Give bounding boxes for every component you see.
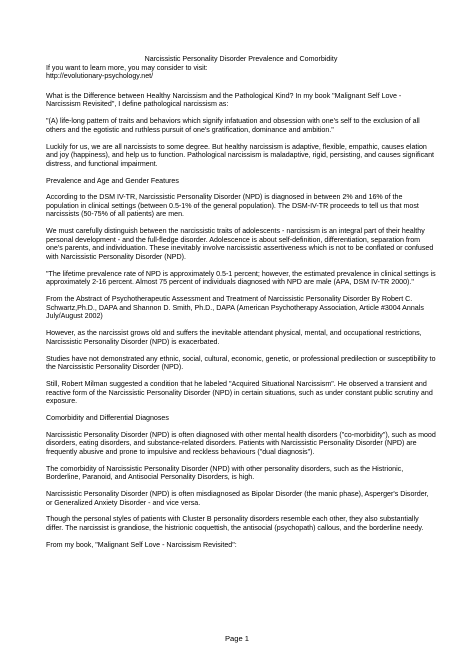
- paragraph-acquired-situational: Still, Robert Milman suggested a condition that he labeled "Acquired Situational Narcissism". He observed a transient and reactive form of the Narcissistic Personality Disorder (NPD) in certain situations, such as under constant public scrutiny and exposure.: [46, 379, 433, 406]
- intro-block: [46, 64, 436, 81]
- paragraph-lifetime-prevalence: "The lifetime prevalence rate of NPD is approximately 0.5-1 percent; however, the estimated prevalence in clinical settings is approximately 2-16 percent. Almost 75 percent of individuals diagnosed with NPD are male (APA, DSM IV-TR 2000).": [46, 269, 436, 287]
- website-url: http://evolutionary-psychology.net/: [46, 72, 154, 81]
- paragraph-cluster-b: Though the personal styles of patients with Cluster B personality disorders resemble each other, they also substantially differ. The narcissist is grandiose, the histrionic coquettish, the antisocial (psychopath) callous, and the borderline needy.: [46, 515, 424, 532]
- paragraph-book-reference: From my book, "Malignant Self Love - Narcissism Revisited":: [46, 540, 237, 549]
- paragraph-misdiagnosis: Narcissistic Personality Disorder (NPD) is often misdiagnosed as Bipolar Disorder (the manic phase), Asperger's Disorder, or Generalized Anxiety Disorder - and vice versa.: [46, 490, 429, 507]
- paragraph-abstract-citation: From the Abstract of Psychotherapeutic Assessment and Treatment of Narcissistic Personality Disorder By Robert C. Schwartz,Ph.D., DAPA and Shannon D. Smith, Ph.D., DAPA (American Psychotherapy Association, Article #3004 Annals July/August 2002): [46, 295, 424, 321]
- paragraph-healthy-narcissism: Luckily for us, we are all narcissists to some degree. But healthy narcissism is adaptive, flexible, empathic, causes elation and joy (happiness), and help us to function. Pathological narcissism is maladaptive, rigid, persisting, and causes significant distress, and functional impairment.: [46, 142, 435, 168]
- intro-line: If you want to learn more, you may consider to visit:: [46, 63, 208, 72]
- paragraph-dsm-prevalence: According to the DSM IV-TR, Narcissistic Personality Disorder (NPD) is diagnosed in between 2% and 16% of the population in clinical settings (between 0.5-1% of the general population). The DSM-IV-TR proceeds to tell us that most narcissists (50-75% of all patients) are men.: [46, 193, 419, 219]
- paragraph-aging: However, as the narcissist grows old and suffers the inevitable attendant physical, mental, and occupational restrictions, Narcissistic Personality Disorder (NPD) is exacerbated.: [46, 329, 422, 346]
- paragraph-adolescents: We must carefully distinguish between the narcissistic traits of adolescents - narcissism is an integral part of their healthy personal development - and the full-fledge disorder. Adolescence is about self-definition, differentiation, separation from one's parents, and individuation. These inevitably involve narcissistic assertiveness which is not to be conflated or confused with Narcissistic Personality Disorder (NPD).: [46, 227, 434, 262]
- paragraph-definition-quote: "(A) life-long pattern of traits and behaviors which signify infatuation and obsession with one's self to the exclusion of all others and the egotistic and ruthless pursuit of one's gratification, dominance and ambition.": [46, 117, 420, 134]
- paragraph-definition-question: What is the Difference between Healthy Narcissism and the Pathological Kind? In my book "Malignant Self Love - Narcissism Revisited", I define pathological narcissism as:: [46, 91, 402, 109]
- document-title: Narcissistic Personality Disorder Prevalence and Comorbidity: [144, 55, 338, 63]
- page-number: Page 1: [224, 634, 250, 643]
- paragraph-personality-comorbidity: The comorbidity of Narcissistic Personality Disorder (NPD) with other personality disorders, such as the Histrionic, Borderline, Paranoid, and Antisocial Personality Disorders, is high.: [46, 464, 404, 482]
- document-body: [46, 55, 436, 549]
- section-heading-prevalence: Prevalence and Age and Gender Features: [46, 176, 179, 185]
- section-heading-comorbidity: Comorbidity and Differential Diagnoses: [46, 413, 169, 422]
- paragraph-studies: Studies have not demonstrated any ethnic, social, cultural, economic, genetic, or professional predilection or susceptibility to the Narcissistic Personality Disorder (NPD).: [46, 354, 436, 372]
- paragraph-comorbidity: Narcissistic Personality Disorder (NPD) is often diagnosed with other mental health disorders ("co-morbidity"), such as mood disorders, eating disorders, and substance-related disorders. Patients with Narcissistic Personality Disorder (NPD) are frequently abusive and prone to impulsive and reckless behaviours ("dual diagnosis").: [46, 430, 436, 456]
